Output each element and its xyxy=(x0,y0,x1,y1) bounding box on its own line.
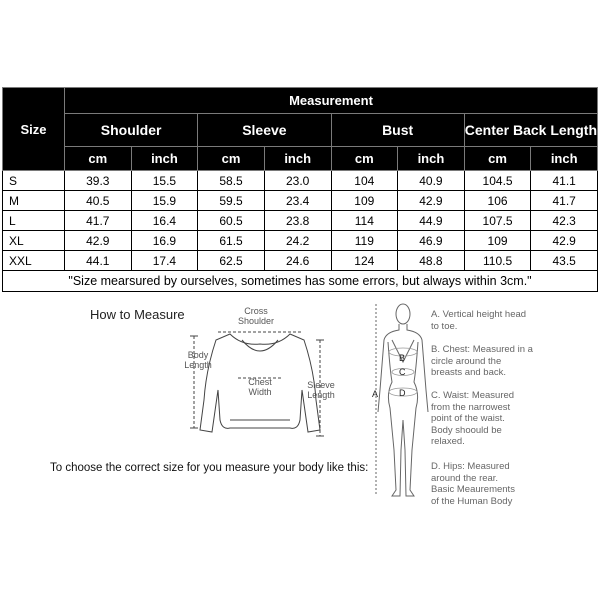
unit-header: inch xyxy=(264,147,331,171)
table-cell: 43.5 xyxy=(531,251,598,271)
table-cell: 42.3 xyxy=(531,211,598,231)
table-cell: 109 xyxy=(331,191,398,211)
size-label: S xyxy=(3,171,65,191)
table-cell: 59.5 xyxy=(198,191,265,211)
marker-b: B xyxy=(399,353,406,363)
unit-header: cm xyxy=(331,147,398,171)
note-height: A. Vertical height head to toe. xyxy=(431,309,527,332)
group-bust: Bust xyxy=(331,114,464,147)
table-cell: 42.9 xyxy=(531,231,598,251)
note-waist: C. Waist: Measured from the narrowest point of the waist. Body shoould be relaxed. xyxy=(431,390,515,447)
table-cell: 46.9 xyxy=(398,231,465,251)
table-row xyxy=(3,211,598,231)
table-cell: 41.7 xyxy=(531,191,598,211)
chest-width-label: Chest Width xyxy=(248,377,272,397)
instruction-text: To choose the correct size for you measure your body like this: xyxy=(50,462,369,474)
table-cell: 61.5 xyxy=(198,231,265,251)
table-cell: 16.4 xyxy=(131,211,198,231)
unit-header: cm xyxy=(65,147,132,171)
human-body-diagram xyxy=(368,300,438,500)
unit-header: inch xyxy=(531,147,598,171)
size-label: XXL xyxy=(3,251,65,271)
table-cell: 15.9 xyxy=(131,191,198,211)
unit-header: cm xyxy=(464,147,531,171)
table-cell: 39.3 xyxy=(65,171,132,191)
group-shoulder: Shoulder xyxy=(65,114,198,147)
table-cell: 41.7 xyxy=(65,211,132,231)
body-length-label: Body Length xyxy=(184,350,212,370)
group-center-back-length: Center Back Length xyxy=(464,114,597,147)
size-chart-table xyxy=(2,87,598,292)
table-cell: 62.5 xyxy=(198,251,265,271)
size-note: "Size mearsured by ourselves, sometimes has some errors, but always within 3cm." xyxy=(3,271,598,292)
cross-shoulder-label: Cross Shoulder xyxy=(237,306,275,326)
unit-header: inch xyxy=(131,147,198,171)
note-hips: D. Hips: Measured around the rear. Basic Meaurements of the Human Body xyxy=(431,461,515,507)
table-cell: 58.5 xyxy=(198,171,265,191)
table-cell: 23.4 xyxy=(264,191,331,211)
table-cell: 110.5 xyxy=(464,251,531,271)
unit-header: inch xyxy=(398,147,465,171)
table-cell: 24.2 xyxy=(264,231,331,251)
note-chest: B. Chest: Measured in a circle around the breasts and back. xyxy=(431,344,533,378)
table-cell: 109 xyxy=(464,231,531,251)
table-cell: 107.5 xyxy=(464,211,531,231)
table-cell: 104.5 xyxy=(464,171,531,191)
table-cell: 106 xyxy=(464,191,531,211)
size-header: Size xyxy=(3,88,65,171)
marker-d: D xyxy=(399,388,406,398)
table-cell: 23.0 xyxy=(264,171,331,191)
table-cell: 23.8 xyxy=(264,211,331,231)
group-sleeve: Sleeve xyxy=(198,114,331,147)
unit-header: cm xyxy=(198,147,265,171)
table-cell: 15.5 xyxy=(131,171,198,191)
marker-c: C xyxy=(399,367,406,377)
table-row xyxy=(3,191,598,211)
table-cell: 124 xyxy=(331,251,398,271)
table-cell: 41.1 xyxy=(531,171,598,191)
table-cell: 24.6 xyxy=(264,251,331,271)
table-cell: 42.9 xyxy=(398,191,465,211)
sleeve-length-label: Sleeve Length xyxy=(307,380,335,400)
table-cell: 114 xyxy=(331,211,398,231)
table-cell: 44.9 xyxy=(398,211,465,231)
table-cell: 119 xyxy=(331,231,398,251)
table-cell: 60.5 xyxy=(198,211,265,231)
size-label: XL xyxy=(3,231,65,251)
table-cell: 40.5 xyxy=(65,191,132,211)
table-row xyxy=(3,171,598,191)
table-cell: 42.9 xyxy=(65,231,132,251)
how-to-measure-title: How to Measure xyxy=(90,307,185,322)
table-row xyxy=(3,251,598,271)
table-row xyxy=(3,231,598,251)
marker-a: A xyxy=(372,389,379,399)
table-cell: 40.9 xyxy=(398,171,465,191)
measurement-header: Measurement xyxy=(65,88,598,114)
size-label: M xyxy=(3,191,65,211)
table-cell: 104 xyxy=(331,171,398,191)
table-cell: 17.4 xyxy=(131,251,198,271)
table-cell: 16.9 xyxy=(131,231,198,251)
size-label: L xyxy=(3,211,65,231)
table-cell: 48.8 xyxy=(398,251,465,271)
table-cell: 44.1 xyxy=(65,251,132,271)
